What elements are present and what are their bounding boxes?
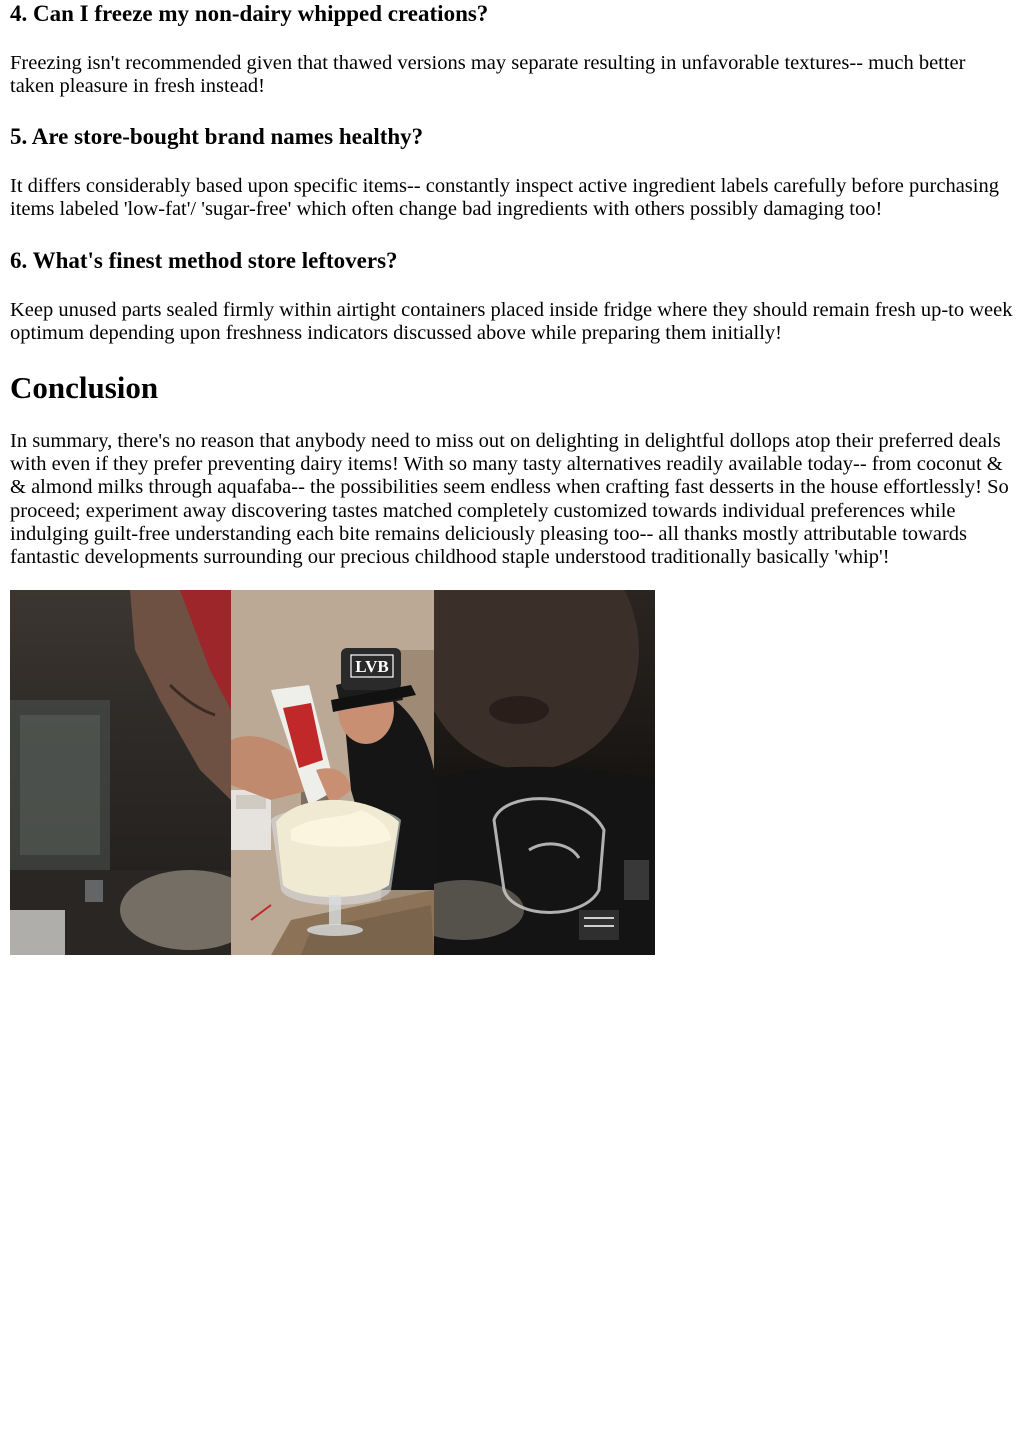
faq-question-4: 4. Can I freeze my non-dairy whipped creations?	[10, 1, 489, 26]
faq-answer-6: Keep unused parts sealed firmly within airtight containers placed inside fridge where they should remain fresh up-to week optimum depending upon freshness indicators discussed above while preparing them initially!	[10, 299, 1013, 345]
conclusion-body: In summary, there's no reason that anybody need to miss out on delighting in delightful dollops atop their preferred deals with even if they prefer preventing dairy items! With so many tasty alternatives readily available today-- from coconut & & almond milks through aquafaba-- the possibilities seem endless when crafting fast desserts in the house effortlessly! So proceed; experiment away discovering tastes matched completely customized towards individual preferences while indulging guilt-free understanding each bite remains deliciously pleasing too-- all thanks mostly attributable towards fantastic developments surrounding our precious childhood staple understood traditionally basically 'whip'!	[10, 430, 1009, 569]
conclusion-heading: Conclusion	[10, 370, 159, 405]
cap-logo-text: LVB	[355, 657, 389, 676]
photo-panel-center	[231, 590, 434, 955]
faq-answer-5: It differs considerably based upon specific items-- constantly inspect active ingredient labels carefully before purchasing items labeled 'low-fat'/ 'sugar-free' which often change bad ingredients with others possibly damaging too!	[10, 175, 999, 221]
center-panel-graphic	[231, 590, 434, 955]
faq-answer-4: Freezing isn't recommended given that thawed versions may separate resulting in unfavorable textures-- much better taken pleasure in fresh instead!	[10, 52, 966, 98]
photo-panel-left	[10, 590, 231, 955]
whipped-cream-photo	[10, 590, 655, 955]
right-panel-graphic	[434, 590, 655, 955]
photo-panel-right	[434, 590, 655, 955]
faq-question-6: 6. What's finest method store leftovers?	[10, 248, 398, 273]
left-panel-graphic	[10, 590, 231, 955]
faq-question-5: 5. Are store-bought brand names healthy?	[10, 124, 424, 149]
